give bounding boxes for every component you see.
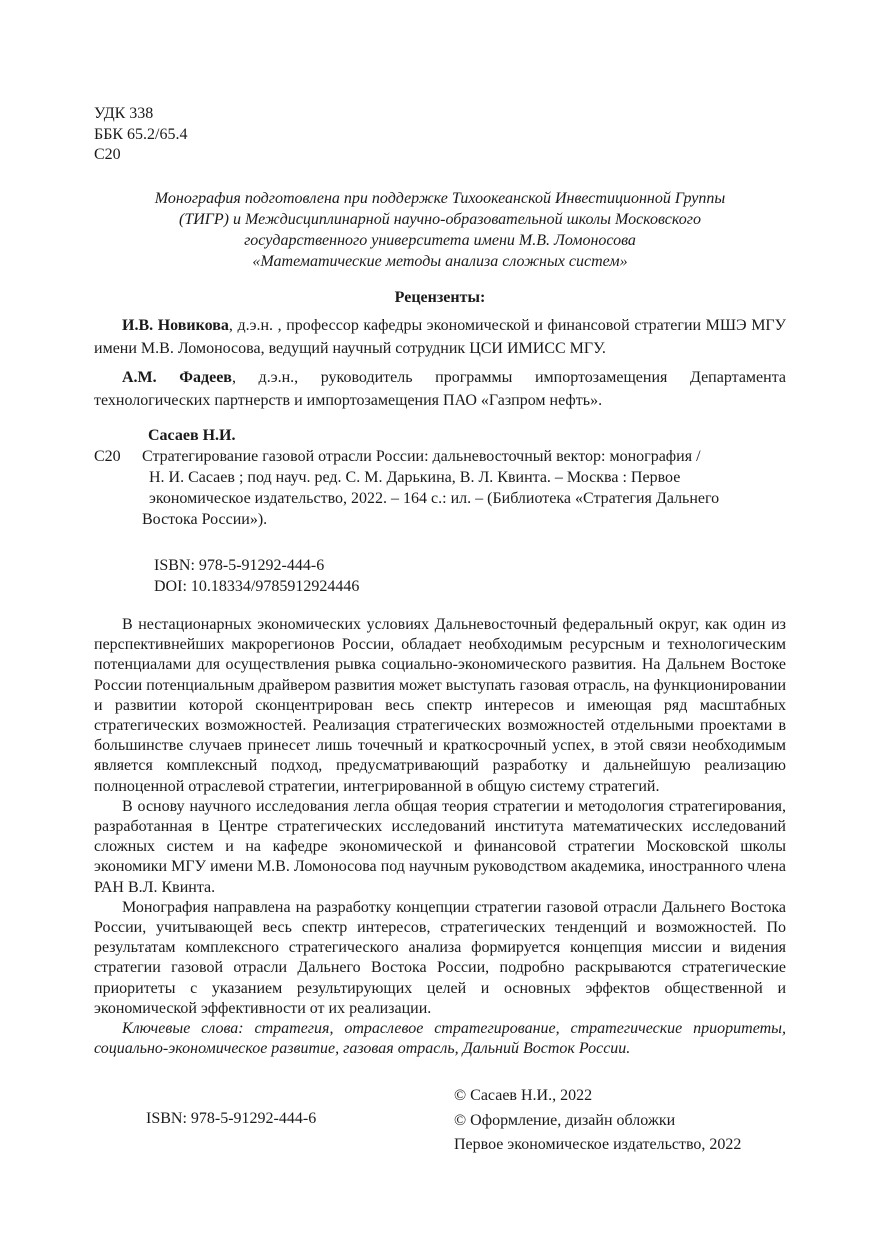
author-mark: С20 xyxy=(94,146,121,163)
abstract xyxy=(94,615,786,1059)
record-isbn: ISBN: 978-5-91292-444-6 xyxy=(154,557,325,574)
copyright-block xyxy=(454,1084,741,1158)
abstract-paragraph: В основу научного исследования легла общая теория стратегии и методология стратегирования, разработанная в Центре стратегических исследований института математических исследований сложных систем и на кафедре экономической и финансовой стратегии Московской школы экономики МГУ имени М.В. Ломоносова под научным руководством академика, иностранного члена РАН В.Л. Квинта. xyxy=(94,797,786,896)
record-identifiers xyxy=(94,555,786,597)
record-author: Сасаев Н.И. xyxy=(148,427,236,444)
record-code: С20 xyxy=(94,448,121,465)
reviewer-entry xyxy=(94,366,786,412)
footer-isbn: ISBN: 978-5-91292-444-6 xyxy=(146,1110,317,1127)
udk-code: УДК 338 xyxy=(94,105,154,122)
copyright-design: © Оформление, дизайн обложки xyxy=(454,1111,676,1129)
abstract-paragraph: Монография направлена на разработку концепции стратегии газовой отрасли Дальнего Востока России, учитывающей весь спектр интересов, стратегических тенденций и возможностей. По результатам комплексного стратегического анализа формируется концепция миссии и видения стратегии газовой отрасли Дальнего Востока России, подробно раскрываются стратегические приоритеты с указанием результирующих целей и основных эффектов общественной и экономической эффективности от их реализации. xyxy=(94,898,786,1017)
imprint-page xyxy=(94,104,786,1059)
bbk-code: ББК 65.2/65.4 xyxy=(94,125,188,143)
reviewer-details: , д.э.н., руководитель программы импортозамещения Департамента технологических партнерств и импортозамещения ПАО «Газпром нефть». xyxy=(94,369,787,409)
support-note-line: государственного университета имени М.В. Ломоносова xyxy=(244,231,636,249)
record-line: Н. И. Сасаев ; под науч. ред. С. М. Дарькина, В. Л. Квинта. – Москва : Первое xyxy=(149,469,681,486)
record-doi: DOI: 10.18334/9785912924446 xyxy=(154,578,360,595)
support-note-line: «Математические методы анализа сложных систем» xyxy=(252,252,628,270)
keywords: Ключевые слова: стратегия, отраслевое стратегирование, стратегические приоритеты, социально-экономическое развитие, газовая отрасль, Дальний Восток России. xyxy=(94,1020,786,1058)
record-line: Востока России»). xyxy=(142,511,268,528)
support-note xyxy=(94,188,786,272)
abstract-paragraph: В нестационарных экономических условиях Дальневосточный федеральный округ, как один из перспективнейших макрорегионов России, обладает необходимым ресурсным и технологическим потенциалами для осуществления рывка социально-экономического развития. На Дальнем Востоке России потенциальным драйвером развития может выступать газовая отрасль, на функционировании и развитии которой сконцентрирован весь спектр интересов и имеющая ряд масштабных стратегических возможностей. Реализация стратегических возможностей отдельными проектами в большинстве случаев принесет лишь точечный и краткосрочный успех, в этой связи необходимым является комплексный подход, предусматривающий разработку и дальнейшую реализацию полноценной отраслевой стратегии, интегрированной в общую систему стратегий. xyxy=(94,616,786,795)
publisher: Первое экономическое издательство, 2022 xyxy=(454,1136,742,1153)
reviewers-heading: Рецензенты: xyxy=(394,288,486,306)
reviewer-entry xyxy=(94,314,786,360)
support-note-line: (ТИГР) и Междисциплинарной научно-образовательной школы Московского xyxy=(179,210,701,228)
classification-block xyxy=(94,104,786,166)
copyright-author: © Сасаев Н.И., 2022 xyxy=(454,1087,593,1104)
record-description xyxy=(94,446,786,530)
reviewer-name: И.В. Новикова xyxy=(122,317,229,334)
reviewer-details: , д.э.н. , профессор кафедры экономической и финансовой стратегии МШЭ МГУ имени М.В. Ломоносова, ведущий научный сотрудник ЦСИ ИМИСС МГУ. xyxy=(94,317,787,357)
support-note-line: Монография подготовлена при поддержке Тихоокеанской Инвестиционной Группы xyxy=(154,189,726,207)
record-line: экономическое издательство, 2022. – 164 с.: ил. – (Библиотека «Стратегия Дальнего xyxy=(149,490,720,507)
bibliographic-record xyxy=(94,425,786,597)
record-line: Стратегирование газовой отрасли России: дальневосточный вектор: монография / xyxy=(142,448,701,465)
reviewer-name: А.М. Фадеев xyxy=(122,369,232,386)
